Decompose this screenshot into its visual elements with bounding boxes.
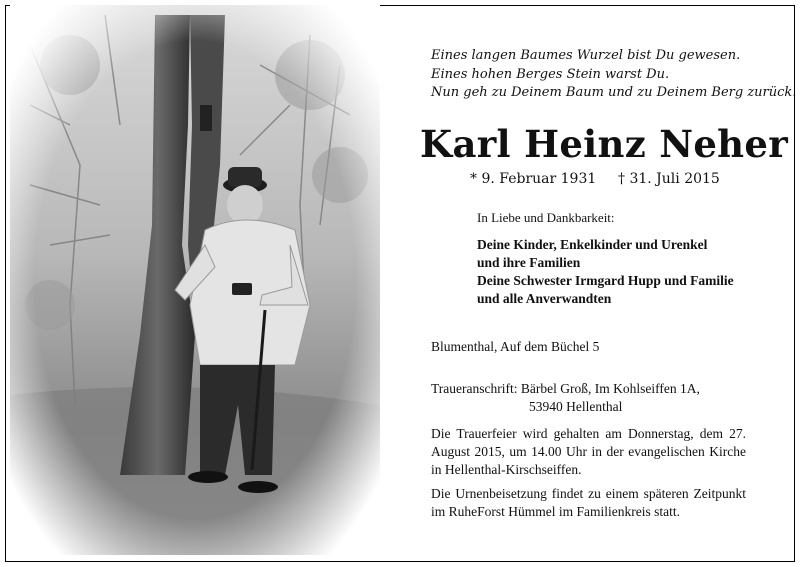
poem-line: Nun geh zu Deinem Baum und zu Deinem Berg zurück.	[431, 85, 797, 100]
memorial-poem	[431, 47, 796, 103]
birth-date: * 9. Februar 1931	[470, 171, 597, 187]
mourners-line: Deine Kinder, Enkelkinder und Urenkel	[477, 237, 708, 252]
poem-line: Eines hohen Berges Stein warst Du.	[431, 66, 670, 82]
mourners-line: und ihre Familien	[477, 255, 581, 270]
mourning-address-line: Traueranschrift: Bärbel Groß, Im Kohlseiffen 1A,	[431, 381, 700, 396]
mourners-line: und alle Anverwandten	[477, 291, 612, 306]
mourners-line: Deine Schwester Irmgard Hupp und Familie	[477, 273, 734, 288]
mourning-address	[431, 380, 700, 416]
place-address: Blumenthal, Auf dem Büchel 5	[431, 339, 600, 354]
mourners-intro: In Liebe und Dankbarkeit:	[477, 210, 615, 225]
ceremony-notice: Die Trauerfeier wird gehalten am Donnerstag, dem 27. August 2015, um 14.00 Uhr in der evangelischen Kirche in Hellenthal-Kirschseiffen.	[431, 426, 746, 478]
urn-burial-notice: Die Urnenbeisetzung findet zu einem späteren Zeitpunkt im RuheForst Hümmel im Familienkreis statt.	[431, 486, 746, 520]
mourners-list	[477, 236, 734, 308]
death-date: † 31. Juli 2015	[618, 171, 720, 187]
mourning-address-line: 53940 Hellenthal	[529, 399, 623, 414]
poem-line: Eines langen Baumes Wurzel bist Du gewesen.	[431, 48, 741, 63]
deceased-name: Karl Heinz Neher	[420, 122, 789, 166]
